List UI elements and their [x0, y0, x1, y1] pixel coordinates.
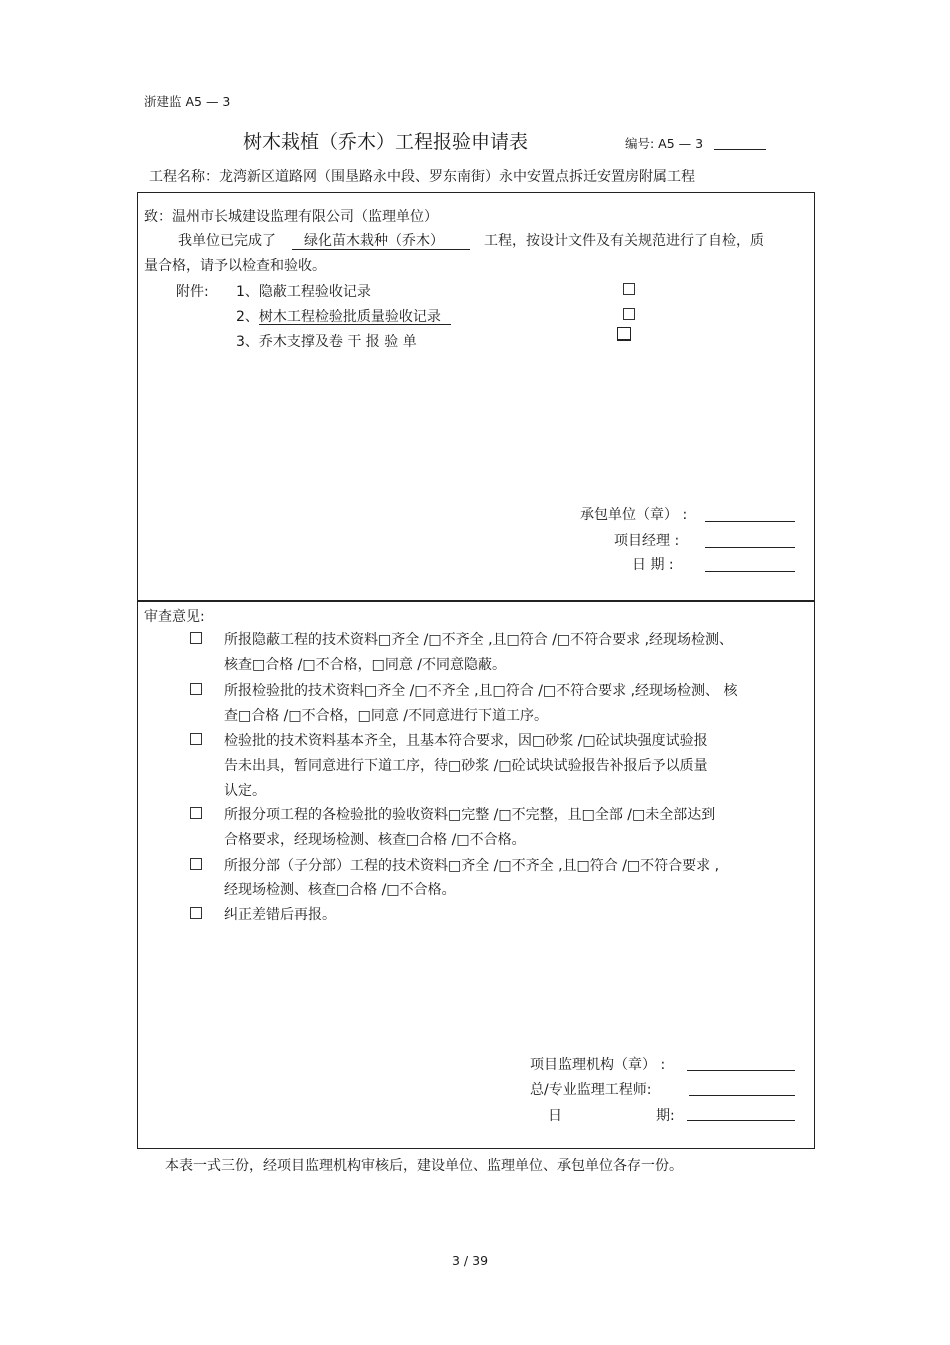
review-item-text: 认定。 — [224, 783, 266, 799]
supervisor-org-label: 项目监理机构（章） : — [530, 1057, 666, 1073]
engineer-signature-line — [689, 1095, 795, 1096]
form-title: 树木栽植（乔木）工程报验申请表 — [243, 131, 529, 153]
review-checkbox[interactable] — [190, 907, 202, 919]
project-name: 工程名称：龙湾新区道路网（围垦路永中段、罗东南街）永中安置点拆迁安置房附属工程 — [149, 169, 695, 185]
supervisor-org-line — [687, 1070, 795, 1071]
review-item-text: 告未出具，暂同意进行下道工序，待□砂浆 /□砼试块试验报告补报后予以质量 — [224, 758, 708, 774]
attachment-underline — [259, 324, 451, 325]
attachments-label: 附件: — [176, 284, 209, 300]
attachment-checkbox[interactable] — [623, 308, 635, 320]
review-date-label: 日 — [548, 1108, 562, 1124]
review-checkbox[interactable] — [190, 683, 202, 695]
review-checkbox[interactable] — [190, 858, 202, 870]
addressee: 致：温州市长城建设监理有限公司（监理单位） — [144, 209, 438, 225]
attachment-item: 2、树木工程检验批质量验收记录 — [236, 309, 441, 325]
contractor-label: 承包单位（章） : — [580, 507, 688, 523]
work-name: 绿化苗木栽种（乔木） — [304, 233, 444, 249]
review-item-text: 查□合格 /□不合格，□同意 /不同意进行下道工序。 — [224, 708, 549, 724]
review-date-line — [687, 1120, 795, 1121]
review-item-text: 检验批的技术资料基本齐全，且基本符合要求，因□砂浆 /□砼试块强度试验报 — [224, 733, 708, 749]
contractor-signature-line — [705, 521, 795, 522]
review-checkbox[interactable] — [190, 632, 202, 644]
review-checkbox[interactable] — [190, 733, 202, 745]
form-number-underline — [714, 149, 766, 150]
attachment-item: 1、隐蔽工程验收记录 — [236, 284, 371, 300]
review-item-text: 核查□合格 /□不合格，□同意 /不同意隐蔽。 — [224, 657, 507, 673]
footer-note: 本表一式三份，经项目监理机构审核后，建设单位、监理单位、承包单位各存一份。 — [165, 1158, 683, 1174]
attachment-item: 3、乔木支撑及卷 干 报 验 单 — [236, 334, 417, 350]
date-label: 日 期 : — [632, 557, 674, 573]
work-name-underline — [292, 249, 470, 250]
attachment-checkbox[interactable] — [617, 327, 631, 341]
date-line — [705, 571, 795, 572]
engineer-label: 总/专业监理工程师: — [530, 1082, 652, 1098]
review-checkbox[interactable] — [190, 807, 202, 819]
review-item-text: 所报分项工程的各检验批的验收资料□完整 /□不完整，且□全部 /□未全部达到 — [224, 807, 716, 823]
review-item-text: 所报检验批的技术资料□齐全 /□不齐全 ,且□符合 /□不符合要求 ,经现场检测、 核 — [224, 683, 738, 699]
review-heading: 审查意见: — [144, 609, 205, 625]
manager-label: 项目经理 : — [614, 533, 680, 549]
review-item-text: 所报隐蔽工程的技术资料□齐全 /□不齐全 ,且□符合 /□不符合要求 ,经现场检测、 — [224, 632, 734, 648]
review-item-text: 所报分部（子分部）工程的技术资料□齐全 /□不齐全 ,且□符合 /□不符合要求 , — [224, 858, 720, 874]
body-line-2: 量合格，请予以检查和验收。 — [144, 258, 326, 274]
review-date-label-2: 期: — [656, 1108, 675, 1124]
review-item-text: 纠正差错后再报。 — [224, 907, 336, 923]
manager-signature-line — [705, 547, 795, 548]
form-code: 浙建监 A5 — 3 — [144, 94, 231, 109]
application-section — [137, 192, 815, 602]
body-suffix: 工程，按设计文件及有关规范进行了自检，质 — [484, 233, 764, 249]
review-item-text: 经现场检测、核查□合格 /□不合格。 — [224, 882, 456, 898]
form-number-label: 编号: A5 — 3 — [625, 136, 704, 151]
review-item-text: 合格要求，经现场检测、核查□合格 /□不合格。 — [224, 832, 526, 848]
page-number: 3 / 39 — [452, 1253, 489, 1268]
attachment-checkbox[interactable] — [623, 283, 635, 295]
body-prefix: 我单位已完成了 — [178, 233, 276, 249]
